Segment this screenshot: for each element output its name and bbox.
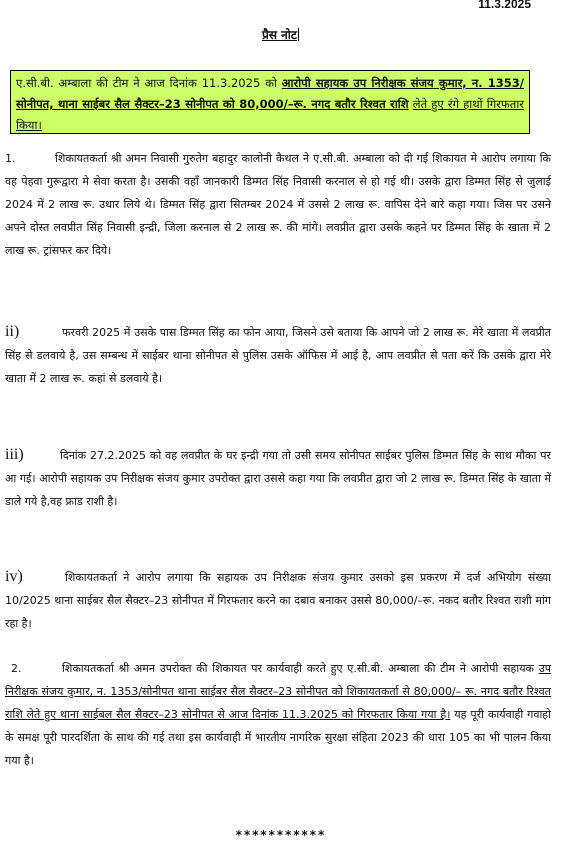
paragraph-2: [5, 320, 551, 390]
paragraph-text: शिकायतकर्ता ने आरोप लगाया कि सहायक उप निरीक्षक संजय कुमार उसको इस प्रकरण में दर्ज अभियोग संख्या 10/2025 थाना साईबर सैल सैक्टर–23 सोनीपत में गिरफतार करने का दबाव बनाकर उससे 80,000/–रू. नकद बतौर रिश्वत राशी मांग रहा है।: [5, 571, 551, 630]
paragraph-4: [5, 565, 551, 635]
paragraph-text: दिनांक 27.2.2025 को वह लवप्रीत के घर इन्द्री गया तो उसी समय सोनीपत साईबर पुलिस डिम्मत सिंह के साथ मौका पर आ गई। आरोपी सहायक उप निरीक्षक संजय कुमार उपरोक्त द्वारा उससे कहा गया कि लवप्रीत द्वारा जो 2 लाख रू. डिम्मत सिंह के खाता में डाले गये है,वह फ्राड राशी है।: [5, 449, 551, 508]
press-note-title: प्रैस नोट: [262, 28, 297, 42]
paragraph-5: [5, 657, 551, 772]
summary-intro: ए.सी.बी. अम्बाला की टीम ने आज दिनांक 11.3.2025 को: [16, 76, 277, 90]
press-note-date: 11.3.2025: [478, 0, 531, 11]
text-cursor: [298, 28, 299, 41]
paragraph-number: iii): [5, 446, 24, 463]
paragraph-number: ii): [5, 323, 20, 340]
paragraph-3: [5, 443, 551, 513]
paragraph-text: फरवरी 2025 में उसके पास डिम्मत सिंह का फोन आया, जिसने उसे बताया कि आपने जो 2 लाख रू. मेरे खाता में लवप्रीत सिंह से डलवाये है, उस सम्बन्ध में साईबर थाना सोनीपत से पुलिस उसके ऑफिस में आई है, आप लवप्रीत से पता करें कि उसके द्वारा मेरे खाता में 2 लाख रू. कहां से डलवाये है।: [5, 326, 551, 385]
paragraph-text: शिकायतकर्ता श्री अमन उपरोक्त की शिकायत पर कार्यवाही करते हुए ए.सी.बी. अम्बाला की टीम ने आरोपी सहायक: [62, 662, 534, 675]
summary-end: लेते हुए रंगे हाथों गिरफतार किया।: [16, 97, 525, 132]
paragraph-number: iv): [5, 568, 23, 585]
paragraph-text: शिकायतकर्ता श्री अमन निवासी गुरुतेग बहादुर कालोनी कैथल ने ए.सी.बी. अम्बाला को दी गई शिकायत मे आरोप लगाया कि वह पेहवा गुरूद्वारा मे सेवा करता है। उसकी वहाँ जानकारी डिम्मत सिंह निवासी करनाल से हो गई थी। उसके द्वारा डिम्मत सिंह से जुलाई 2024 में 2 लाख रू. उधार लिये थे। डिम्मत सिंह द्वारा सितम्बर 2024 में उससे 2 लाख रू. वापिस देने बारे कहा गया। जिस पर उसने अपने दोस्त लवप्रीत सिंह निवासी इन्द्री, जिला करनाल से 2 लाख रू. की मांगे। लवप्रीत द्वारा उसके कहने पर डिम्मत सिंह के खाता में 2 लाख रू. ट्रांसफर कर दिये।: [5, 152, 551, 257]
paragraph-number: 1.: [5, 152, 16, 165]
paragraph-underlined-arrest-details: उप निरीक्षक संजय कुमार, न. 1353/सोनीपत थाना साईबर सैल सैक्टर–23 सोनीपत को शिकायतकर्ता से 80,000/– रू. नगद बतौर रिश्वत राशि लेते हुए थाना साईबल सैल सैक्टर–23 सोनीपत से आज दिनांक 11.3.2025 को गिरफतार किया गया है।: [5, 662, 551, 721]
paragraph-number: 2.: [11, 662, 22, 675]
highlight-summary-box: [10, 70, 530, 134]
end-marker: ***********: [235, 828, 326, 842]
summary-accused-details: आरोपी सहायक उप निरीक्षक संजय कुमार, न. 1353/सोनीपत, थाना साईबर सैल सैक्टर–23 सोनीपत को 80,000/–रू. नगद बतौर रिश्वत राशि: [16, 76, 524, 111]
paragraph-text-closing: यह पूरी कार्यवाही गवाहो के समक्ष पूरी पारदर्शिता के साथ की गई तथा इस कार्यवाही में भारतीय नागरिक सुरक्षा संहिता 2023 की धारा 105 का भी पालन किया गया है।: [5, 708, 551, 767]
paragraph-1: [5, 147, 551, 262]
